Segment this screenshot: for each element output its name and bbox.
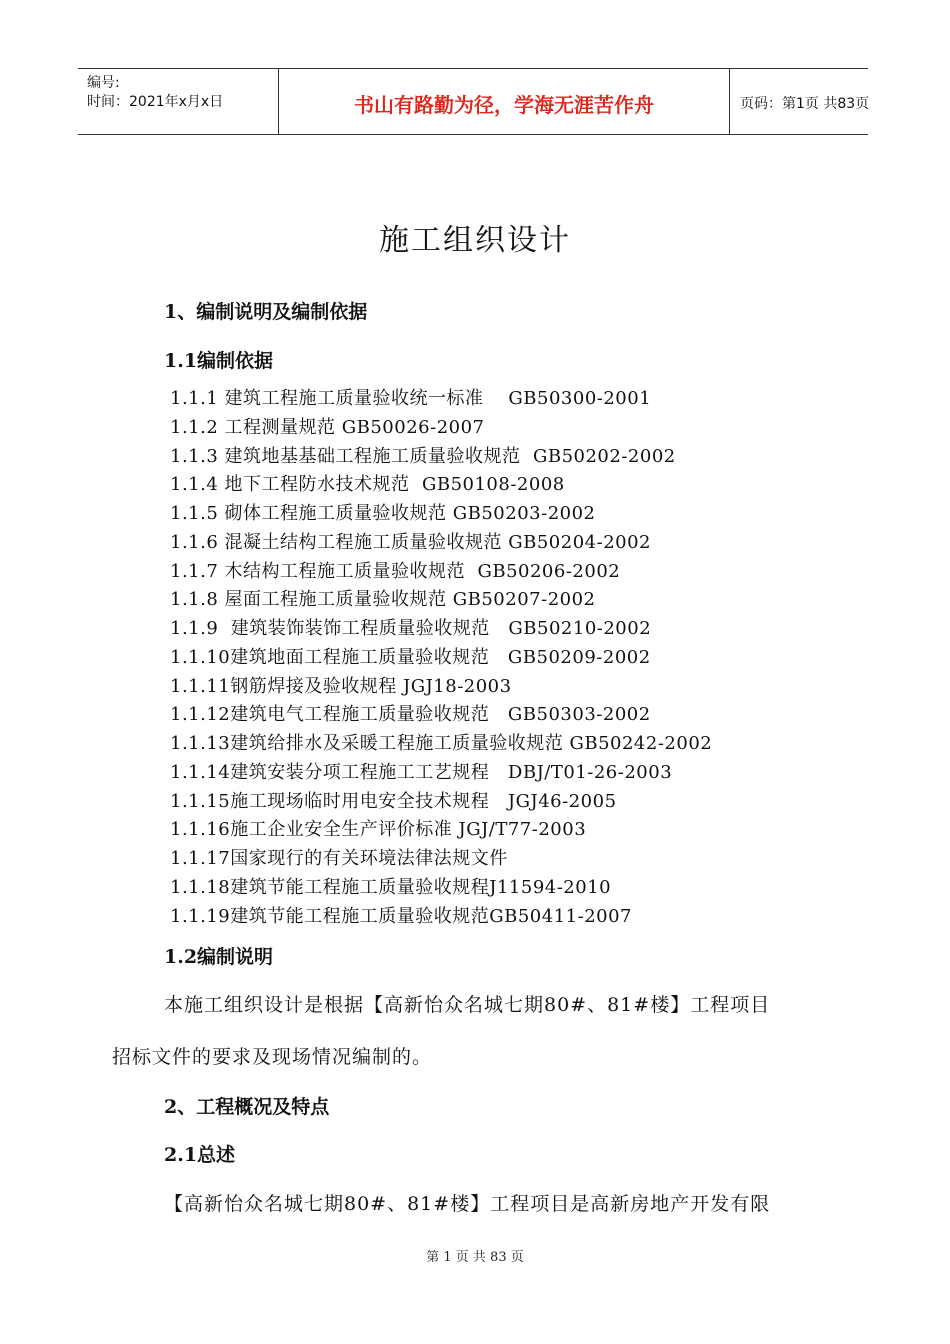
list-item: 1.1.7 木结构工程施工质量验收规范 GB50206-2002 [170,560,621,582]
list-item: 1.1.8 屋面工程施工质量验收规范 GB50207-2002 [170,589,596,611]
paragraph-line: 本施工组织设计是根据【高新怡众名城七期80#、81#楼】工程项目 [164,994,771,1016]
list-item: 1.1.11钢筋焊接及验收规程 JGJ18-2003 [170,675,512,697]
header-page-cell [730,69,868,134]
paragraph-line: 招标文件的要求及现场情况编制的。 [112,1046,433,1068]
page-label: 页码：第1页 共83页 [740,96,870,112]
time-label: 时间：2021年x月x日 [87,94,224,110]
list-item: 1.1.3 建筑地基基础工程施工质量验收规范 GB50202-2002 [170,445,676,467]
number-label: 编号: [87,75,120,91]
list-item: 1.1.12建筑电气工程施工质量验收规范 GB50303-2002 [170,704,651,726]
list-item: 1.1.5 砌体工程施工质量验收规范 GB50203-2002 [170,503,596,524]
header-info-cell [78,69,279,134]
list-item: 1.1.4 地下工程防水技术规范 GB50108-2008 [170,474,565,496]
motto-text: 书山有路勤为径，学海无涯苦作舟 [354,93,654,117]
list-item: 1.1.18建筑节能工程施工质量验收规程J11594-2010 [170,876,612,898]
list-item: 1.1.2 工程测量规范 GB50026-2007 [170,416,485,438]
list-item: 1.1.17国家现行的有关环境法律法规文件 [170,848,508,869]
section1-1-heading: 1.1编制依据 [164,350,274,372]
section2-1-heading: 2.1总述 [164,1144,236,1166]
list-item: 1.1.10建筑地面工程施工质量验收规范 GB50209-2002 [170,646,651,668]
page-footer: 第 1 页 共 83 页 [426,1250,524,1265]
header-motto-cell [279,69,730,134]
header-table [78,68,868,135]
list-item: 1.1.9 建筑装饰装饰工程质量验收规范 GB50210-2002 [170,618,652,639]
list-item: 1.1.13建筑给排水及采暖工程施工质量验收规范 GB50242-2002 [170,733,713,754]
list-item: 1.1.19建筑节能工程施工质量验收规范GB50411-2007 [170,905,633,927]
section2-heading: 2、工程概况及特点 [164,1096,330,1118]
list-item: 1.1.6 混凝土结构工程施工质量验收规范 GB50204-2002 [170,531,651,553]
standards-list [170,385,712,931]
section1-heading: 1、编制说明及编制依据 [164,301,368,323]
section1-2-heading: 1.2编制说明 [164,946,274,968]
list-item: 1.1.14建筑安装分项工程施工工艺规程 DBJ/T01-26-2003 [170,761,673,783]
paragraph-line: 【高新怡众名城七期80#、81#楼】工程项目是高新房地产开发有限 [164,1193,771,1215]
list-item: 1.1.1 建筑工程施工质量验收统一标准 GB50300-2001 [170,388,652,409]
list-item: 1.1.15施工现场临时用电安全技术规程 JGJ46-2005 [170,790,617,812]
document-title: 施工组织设计 [379,223,571,258]
list-item: 1.1.16施工企业安全生产评价标准 JGJ/T77-2003 [170,819,587,841]
